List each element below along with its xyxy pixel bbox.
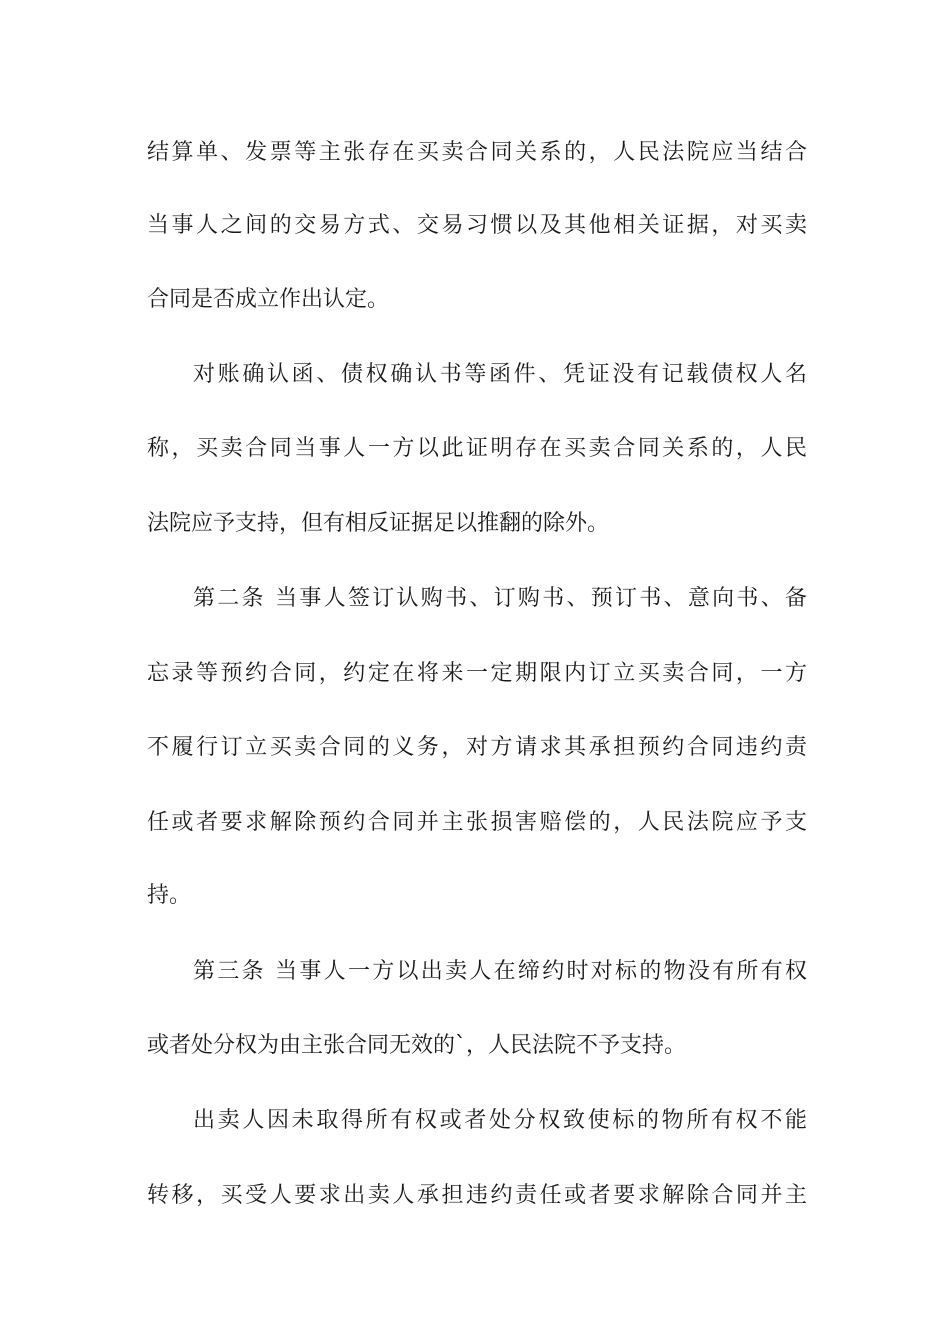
text-line: 不履行订立买卖合同的义务，对方请求其承担预约合同违约责 [147,735,807,760]
text-line: 转移，买受人要求出卖人承担违约责任或者要求解除合同并主 [147,1183,807,1208]
text-line: 忘录等预约合同，约定在将来一定期限内订立买卖合同，一方 [147,661,807,686]
text-line: 结算单、发票等主张存在买卖合同关系的，人民法院应当结合 [147,140,807,165]
paragraph-first-line: 出卖人因未取得所有权或者处分权致使标的物所有权不能 [193,1108,807,1133]
text-line: 任或者要求解除预约合同并主张损害赔偿的，人民法院应予支 [147,810,807,835]
text-line: 或者处分权为由主张合同无效的`，人民法院不予支持。 [147,1033,687,1058]
text-line: 当事人之间的交易方式、交易习惯以及其他相关证据，对买卖 [147,213,807,238]
text-line: 称，买卖合同当事人一方以此证明存在买卖合同关系的，人民 [147,436,807,461]
text-line: 合同是否成立作出认定。 [147,287,390,312]
text-line: 法院应予支持，但有相反证据足以推翻的除外。 [147,511,610,536]
article-heading-line: 第二条 当事人签订认购书、订购书、预订书、意向书、备 [193,586,807,611]
text-line: 持。 [147,883,192,908]
paragraph-first-line: 对账确认函、债权确认书等函件、凭证没有记载债权人名 [193,362,807,387]
article-heading-line: 第三条 当事人一方以出卖人在缔约时对标的物没有所有权 [193,959,807,984]
